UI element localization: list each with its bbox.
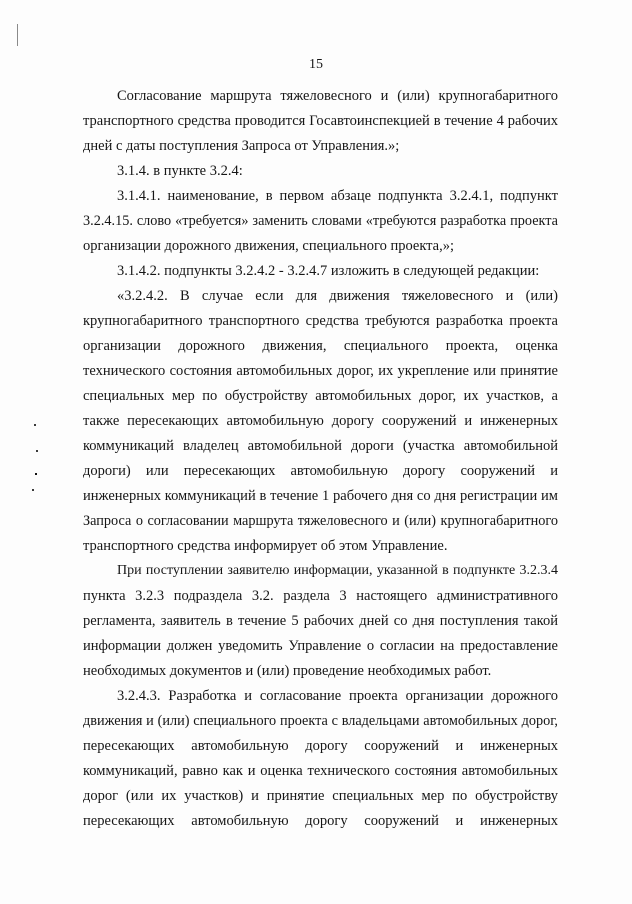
page-number: 15 (309, 57, 323, 72)
text-line: дней с даты поступления Запроса от Управления.»; (83, 138, 400, 154)
text-line: Согласование маршрута тяжеловесного и (или) крупногабаритного (117, 88, 558, 104)
text-line: При поступлении заявителю информации, указанной в подпункте 3.2.3.4 (117, 563, 558, 578)
text-line: транспортного средства информирует об этом Управление. (83, 538, 448, 554)
text-line: Запроса о согласовании маршрута тяжеловесного и (или) крупногабаритного (83, 513, 558, 529)
text-line: «3.2.4.2. В случае если для движения тяжеловесного и (или) (117, 288, 558, 304)
text-line: движения и (или) специального проекта с владельцами автомобильных дорог, (83, 713, 558, 729)
text-line: 3.1.4.1. наименование, в первом абзаце подпункта 3.2.4.1, подпункт (117, 188, 558, 204)
scan-speck (34, 424, 36, 426)
text-line: дорог (или их участков) и принятие специальных мер по обустройству (83, 788, 558, 804)
text-line: крупногабаритного транспортного средства требуются разработка проекта (83, 313, 558, 329)
text-line: также пересекающих автомобильную дорогу сооружений и инженерных (83, 413, 558, 429)
scan-speck (32, 489, 34, 491)
text-line: 3.2.4.3. Разработка и согласование проекта организации дорожного (117, 688, 558, 704)
text-line: информации должен уведомить Управление о согласии на предоставление (83, 638, 558, 654)
text-line: специальных мер по обустройству автомобильных дорог, их участков, а (83, 388, 558, 404)
scan-edge-mark (17, 24, 18, 46)
text-line: пересекающих автомобильную дорогу сооружений и инженерных (83, 813, 558, 829)
scan-speck (35, 473, 37, 475)
text-line: необходимых документов и (или) проведение необходимых работ. (83, 663, 492, 679)
text-line: дороги) или пересекающих автомобильную дорогу сооружений и (83, 463, 558, 479)
text-line: организации дорожного движения, специального проекта, оценка (83, 338, 558, 354)
text-line: коммуникаций владелец автомобильной дороги (участка автомобильной (83, 438, 558, 454)
text-line: пункта 3.2.3 подраздела 3.2. раздела 3 настоящего административного (83, 588, 558, 604)
text-line: пересекающих автомобильную дорогу сооружений и инженерных (83, 738, 558, 754)
text-line: регламента, заявитель в течение 5 рабочих дней со дня поступления такой (83, 613, 558, 629)
scan-speck (36, 450, 38, 452)
text-line: 3.1.4. в пункте 3.2.4: (117, 163, 243, 179)
text-line: 3.2.4.15. слово «требуется» заменить словами «требуются разработка проекта (83, 213, 558, 229)
text-line: 3.1.4.2. подпункты 3.2.4.2 - 3.2.4.7 изложить в следующей редакции: (117, 263, 540, 279)
text-line: коммуникаций, равно как и оценка технического состояния автомобильных (83, 763, 558, 779)
text-line: инженерных коммуникаций в течение 1 рабочего дня со дня регистрации им (83, 488, 558, 504)
text-line: транспортного средства проводится Госавтоинспекцией в течение 4 рабочих (83, 113, 558, 129)
text-line: организации дорожного движения, специального проекта,»; (83, 238, 455, 254)
text-line: технического состояния автомобильных дорог, их укрепление или принятие (83, 363, 558, 379)
